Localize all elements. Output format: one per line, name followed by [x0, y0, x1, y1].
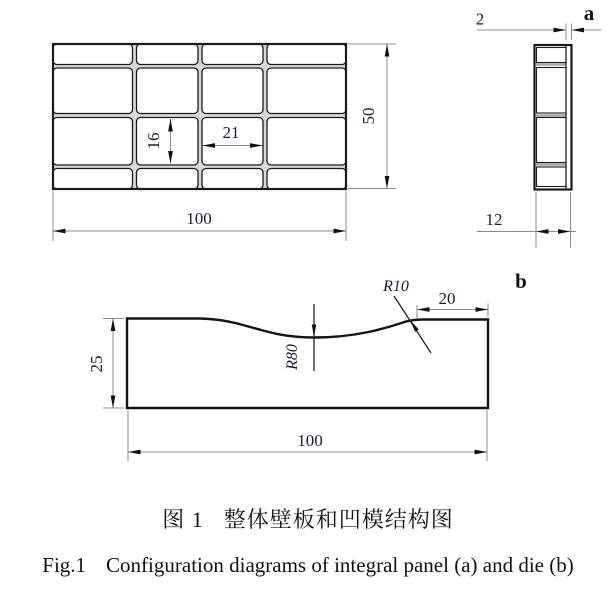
- dim-label-die-cavity-radius: R80: [284, 344, 301, 370]
- view-label-a: a: [583, 1, 595, 25]
- dim-label-pocket-height: 16: [144, 132, 163, 150]
- caption-chinese: [0, 503, 616, 534]
- caption-english-text: Configuration diagrams of integral panel (a) and die (b): [106, 553, 574, 577]
- panel-cell: [53, 68, 133, 114]
- panel-cell: [53, 118, 133, 166]
- panel-cell: [267, 169, 346, 190]
- caption-chinese-prefix: 图 1: [162, 507, 204, 532]
- dim-label-panel-thickness: 12: [485, 210, 503, 229]
- panel-cell: [267, 44, 346, 65]
- panel-cell: [53, 169, 133, 190]
- panel-cell: [267, 68, 346, 114]
- dim-die-flat: [417, 289, 488, 319]
- die-outline: [127, 319, 488, 409]
- panel-cell: [137, 44, 199, 65]
- r80-arrowhead: [312, 325, 317, 337]
- panel-cell: [137, 169, 199, 190]
- panel-cell: [202, 44, 263, 65]
- dim-die-width: [128, 410, 487, 461]
- panel-rib-shading: [53, 44, 346, 189]
- side-pocket: [537, 167, 567, 187]
- dim-label-panel-width: 100: [186, 209, 212, 228]
- caption-chinese-text: 整体壁板和凹模结构图: [223, 507, 454, 532]
- side-pocket: [537, 118, 567, 163]
- caption-english: [0, 553, 616, 578]
- dim-label-die-height: 25: [87, 355, 106, 373]
- dim-label-pocket-width: 21: [222, 123, 240, 142]
- dim-die-height: [87, 319, 124, 409]
- dim-label-panel-height: 50: [359, 107, 378, 125]
- dim-panel-thickness: [477, 192, 576, 248]
- dim-label-die-flat: 20: [438, 289, 456, 308]
- panel-cell: [202, 169, 263, 190]
- panel-cell: [267, 118, 346, 166]
- side-pocket: [537, 48, 567, 63]
- caption-english-prefix: Fig.1: [42, 553, 87, 577]
- panel-side-view: [476, 1, 602, 248]
- die-view: [87, 269, 527, 461]
- dim-label-die-width: 100: [297, 431, 323, 450]
- side-pocket: [537, 68, 567, 114]
- dim-label-skin-thickness: 2: [475, 9, 485, 29]
- panel-plan-view: [53, 44, 396, 241]
- dim-skin-thickness: [476, 10, 602, 41]
- dim-panel-width: [53, 191, 346, 241]
- panel-cell: [202, 68, 263, 114]
- dim-label-die-fillet-radius: R10: [383, 278, 409, 295]
- panel-cell: [53, 44, 133, 65]
- panel-cell: [137, 68, 199, 114]
- dim-panel-height: [348, 44, 396, 189]
- view-label-b: b: [515, 269, 527, 293]
